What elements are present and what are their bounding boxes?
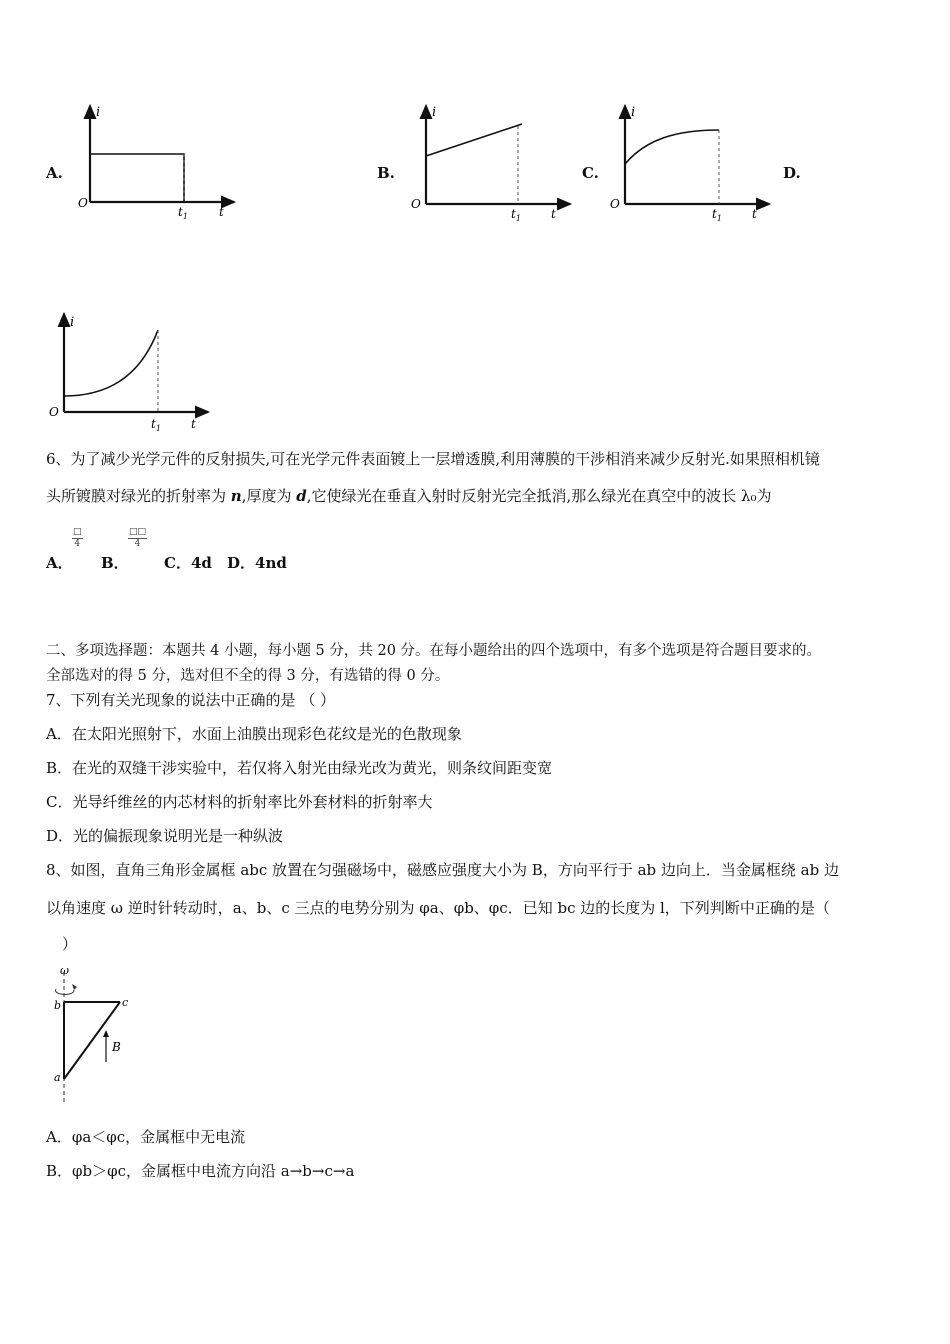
q5-option-c-label: C. — [582, 164, 599, 182]
q6-option-c: C．4d — [164, 554, 212, 572]
graph-d-axis-i: i — [70, 315, 75, 330]
rotation-arrow-icon — [56, 989, 74, 994]
label-a: a — [54, 1071, 61, 1084]
graph-d-origin: O — [49, 405, 59, 419]
graph-a-origin: O — [78, 196, 88, 210]
graph-b-origin: O — [411, 197, 421, 211]
graph-a — [70, 100, 240, 225]
section2-instructions-line1: 二、多项选择题：本题共 4 小题，每小题 5 分，共 20 分。在每小题给出的四个选项中，有多个选项是符合题目要求的。 — [46, 643, 822, 659]
graph-d-t1: $t_1$ — [151, 417, 161, 433]
graph-b-axis-t: t — [551, 207, 556, 221]
q8-stem-line2: 以角速度 ω 逆时针转动时，a、b、c 三点的电势分别为 φa、φb、φc．已知 bc 边的长度为 l，下列判断中正确的是（ — [46, 899, 830, 917]
q7-option-a: A．在太阳光照射下，水面上油膜出现彩色花纹是光的色散现象 — [46, 725, 462, 743]
graph-d-axis-t: t — [191, 417, 196, 431]
graph-c — [605, 100, 775, 225]
q8-option-b: B．φb＞φc，金属框中电流方向沿 a→b→c→a — [46, 1162, 355, 1180]
q5-option-b-label: B. — [377, 164, 395, 182]
graph-d-curve — [64, 330, 158, 396]
graph-b — [406, 100, 576, 225]
graph-c-t1: $t_1$ — [712, 207, 722, 223]
section2-instructions-line2: 全部选对的得 5 分，选对但不全的得 3 分，有选错的得 0 分。 — [46, 668, 450, 684]
graph-c-axis-t: t — [752, 207, 757, 221]
graph-a-t1: $t_1$ — [178, 205, 188, 221]
q6-stem-line1: 6、为了减少光学元件的反射损失,可在光学元件表面镀上一层增透膜,利用薄膜的干涉相消来减少反射光.如果照相机镜 — [46, 450, 820, 468]
q8-stem-line1: 8、如图，直角三角形金属框 abc 放置在匀强磁场中，磁感应强度大小为 B，方向平行于 ab 边向上．当金属框绕 ab 边 — [46, 861, 839, 879]
graph-c-origin: O — [610, 197, 620, 211]
label-b: b — [54, 999, 62, 1012]
q6-option-a-label: A． — [46, 554, 73, 572]
graph-b-axis-i: i — [432, 105, 437, 120]
graph-a-axis-i: i — [96, 105, 101, 120]
q8-option-a: A．φa＜φc，金属框中无电流 — [46, 1128, 246, 1146]
label-c: c — [122, 996, 129, 1009]
q7-option-c: C．光导纤维丝的内芯材料的折射率比外套材料的折射率大 — [46, 793, 433, 811]
q6-stem-line2: 头所镀膜对绿光的折射率为 n,厚度为 d,它使绿光在垂直入射时反射光完全抵消,那么绿光在真空中的波长 λ₀为 — [46, 487, 772, 505]
graph-a-curve — [90, 154, 184, 202]
label-omega: ω — [60, 964, 69, 977]
graph-b-t1: $t_1$ — [511, 207, 521, 223]
q6-option-b-label: B． — [101, 554, 129, 572]
label-B-field: B — [112, 1040, 121, 1054]
q7-option-b: B．在光的双缝干涉实验中，若仅将入射光由绿光改为黄光，则条纹间距变宽 — [46, 759, 553, 777]
graph-a-axis-t: t — [219, 205, 224, 219]
q7-option-d: D．光的偏振现象说明光是一种纵波 — [46, 827, 284, 845]
q8-figure — [44, 962, 154, 1107]
graph-c-axis-i: i — [631, 105, 636, 120]
q8-stem-line3: ） — [62, 935, 78, 953]
graph-b-curve — [426, 124, 522, 156]
q5-option-d-label: D. — [783, 164, 801, 182]
q7-stem: 7、下列有关光现象的说法中正确的是 （ ） — [46, 691, 336, 709]
q6-option-d: D．4nd — [227, 554, 287, 572]
graph-d — [44, 308, 214, 433]
q5-option-a-label: A. — [46, 164, 63, 182]
q6-option-b-fraction: □□ 4 — [129, 527, 147, 549]
graph-c-curve — [625, 130, 719, 164]
q6-option-a-fraction: □ 4 — [73, 527, 82, 549]
